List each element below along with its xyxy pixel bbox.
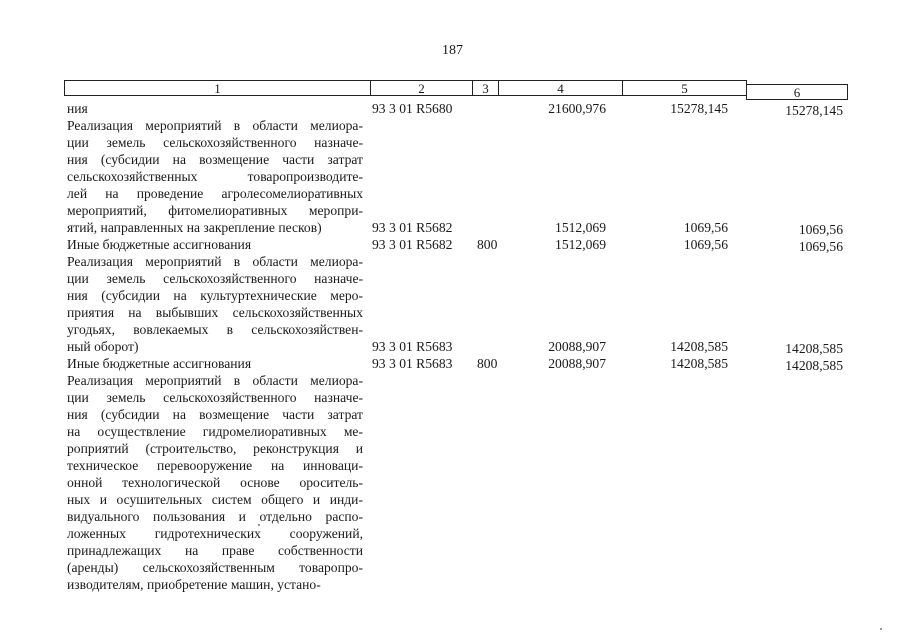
row-code: 93 3 01 R5683	[372, 356, 453, 371]
header-cell-2: 2	[370, 80, 473, 96]
row-amount-col4: 1512,069	[555, 237, 606, 252]
row-amount-col5: 1069,56	[683, 220, 728, 235]
row-code: 93 3 01 R5682	[372, 237, 453, 252]
row-description-line: ния (субсидии на возмещение части затрат	[67, 152, 363, 167]
row-description-line: ции земель сельскохозяйственного назначе-	[67, 271, 363, 286]
row-description-line: (аренды) сельскохозяйственным товаропро-	[67, 560, 363, 575]
row-description-line: роприятий (строительство, реконструкция и	[67, 441, 363, 456]
header-cell-5: 5	[622, 80, 747, 96]
row-amount-col6: 15278,145	[785, 103, 843, 118]
row-code: 93 3 01 R5683	[372, 339, 453, 354]
row-description-line: Реализация мероприятий в области мелиора-	[67, 373, 363, 388]
row-description-line: онной технологической основе ороситель-	[67, 475, 363, 490]
row-amount-col6: 14208,585	[785, 358, 843, 373]
row-amount-col4: 20088,907	[548, 339, 606, 354]
row-description-line: ный оборот)	[67, 339, 139, 354]
row-description-line: на осуществление гидромелиоративных ме-	[67, 424, 363, 439]
row-expense-type: 800	[477, 237, 498, 252]
scan-speck	[258, 524, 260, 526]
header-cell-4: 4	[498, 80, 623, 96]
row-amount-col5: 1069,56	[683, 237, 728, 252]
row-description-line: лей на проведение агролесомелиоративных	[67, 186, 363, 201]
row-expense-type: 800	[477, 356, 498, 371]
page-number: 187	[442, 43, 463, 58]
row-code: 93 3 01 R5680	[372, 101, 453, 116]
row-amount-col6: 14208,585	[785, 341, 843, 356]
row-description-line: ных и осушительных систем общего и инди-	[67, 492, 363, 507]
row-amount-col5: 15278,145	[670, 101, 728, 116]
header-cell-3: 3	[472, 80, 499, 96]
table-header	[64, 80, 848, 98]
row-description-line: сельскохозяйственных товаропроизводите-	[67, 169, 363, 184]
header-cell-1: 1	[64, 80, 371, 96]
header-cell-6: 6	[746, 84, 848, 100]
row-amount-col4: 1512,069	[555, 220, 606, 235]
row-amount-col5: 14208,585	[670, 356, 728, 371]
row-description-line: мероприятий, фитомелиоративных меропри-	[67, 203, 363, 218]
row-description-line: ния (субсидии на возмещение части затрат	[67, 407, 363, 422]
row-description-line: угодьях, вовлекаемых в сельскохозяйствен-	[67, 322, 363, 337]
scan-speck	[880, 628, 882, 630]
row-description-line: ции земель сельскохозяйственного назначе-	[67, 390, 363, 405]
row-description-line: принадлежащих на праве собственности	[67, 543, 363, 558]
row-description-line: Иные бюджетные ассигнования	[67, 237, 252, 252]
row-code: 93 3 01 R5682	[372, 220, 453, 235]
row-description-line: Реализация мероприятий в области мелиора-	[67, 254, 363, 269]
row-description-line: Иные бюджетные ассигнования	[67, 356, 252, 371]
row-amount-col6: 1069,56	[798, 239, 843, 254]
row-description-line: изводителям, приобретение машин, устано-	[67, 577, 321, 592]
row-description-line: приятия на выбывших сельскохозяйственных	[67, 305, 363, 320]
row-amount-col4: 20088,907	[548, 356, 606, 371]
row-amount-col4: 21600,976	[548, 101, 606, 116]
row-amount-col5: 14208,585	[670, 339, 728, 354]
row-description-line: видуального пользования и отдельно распо-	[67, 509, 363, 524]
row-description-line: ятий, направленных на закрепление песков)	[67, 220, 322, 235]
row-description-line: ния	[67, 101, 88, 116]
row-description-line: ложенных гидротехнических сооружений,	[67, 526, 363, 541]
row-description-line: ции земель сельскохозяйственного назначе-	[67, 135, 363, 150]
row-description-line: ния (субсидии на культуртехнические меро-	[67, 288, 363, 303]
row-amount-col6: 1069,56	[798, 222, 843, 237]
row-description-line: Реализация мероприятий в области мелиора-	[67, 118, 363, 133]
row-description-line: техническое перевооружение на инноваци-	[67, 458, 363, 473]
